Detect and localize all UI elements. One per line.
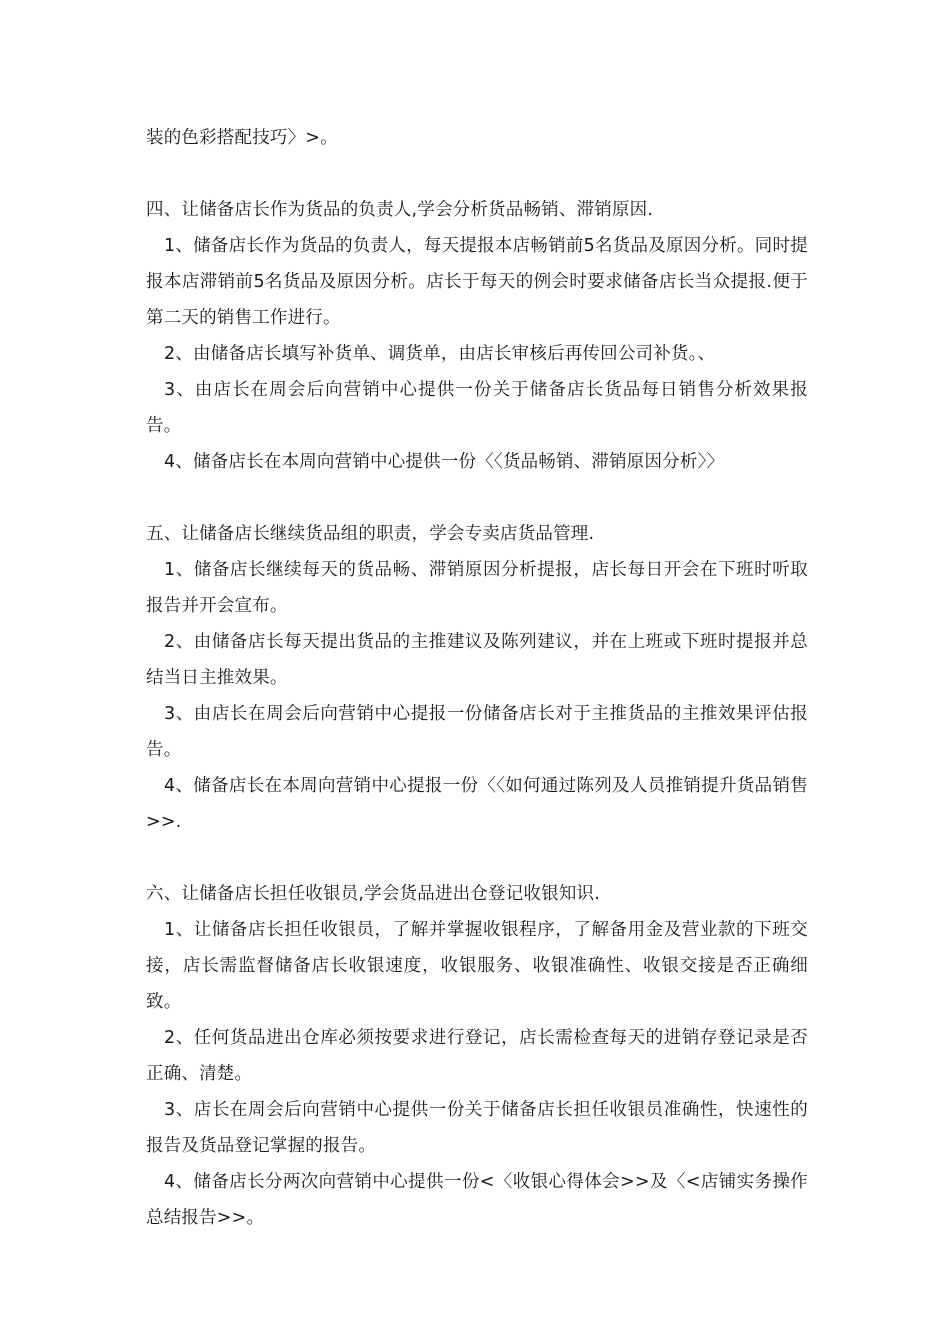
section-heading: 五、让储备店长继续货品组的职责，学会专卖店货品管理. xyxy=(146,524,595,544)
list-item: 3、由店长在周会后向营销中心提供一份关于储备店长货品每日销售分析效果报告。 xyxy=(146,380,808,436)
document-body xyxy=(146,120,808,1236)
section-heading: 六、让储备店长担任收银员,学会货品进出仓登记收银知识. xyxy=(146,884,601,904)
list-item: 4、储备店长分两次向营销中心提供一份<〈收银心得体会>>及〈<店铺实务操作总结报告>>。 xyxy=(146,1172,808,1228)
list-item: 1、储备店长作为货品的负责人，每天提报本店畅销前5名货品及原因分析。同时提报本店滞销前5名货品及原因分析。店长于每天的例会时要求储备店长当众提报.便于第二天的销售工作进行。 xyxy=(146,236,808,328)
intro-fragment: 装的色彩搭配技巧〉>。 xyxy=(146,128,338,148)
section-5 xyxy=(146,516,808,840)
list-item: 3、店长在周会后向营销中心提供一份关于储备店长担任收银员准确性，快速性的报告及货品登记掌握的报告。 xyxy=(146,1100,808,1156)
list-item: 2、由储备店长每天提出货品的主推建议及陈列建议，并在上班或下班时提报并总结当日主推效果。 xyxy=(146,632,808,688)
section-6 xyxy=(146,876,808,1236)
list-item: 4、储备店长在本周向营销中心提报一份〈〈如何通过陈列及人员推销提升货品销售>>. xyxy=(146,776,808,832)
list-item: 3、由店长在周会后向营销中心提报一份储备店长对于主推货品的主推效果评估报告。 xyxy=(146,704,808,760)
section-heading: 四、让储备店长作为货品的负责人,学会分析货品畅销、滞销原因. xyxy=(146,200,654,220)
section-4 xyxy=(146,192,808,480)
list-item: 2、任何货品进出仓库必须按要求进行登记，店长需检查每天的进销存登记录是否正确、清楚。 xyxy=(146,1028,808,1084)
list-item: 1、储备店长继续每天的货品畅、滞销原因分析提报，店长每日开会在下班时听取报告并开会宣布。 xyxy=(146,560,808,616)
list-item: 4、储备店长在本周向营销中心提供一份〈〈货品畅销、滞销原因分析〉〉 xyxy=(164,452,725,472)
list-item: 2、由储备店长填写补货单、调货单，由店长审核后再传回公司补货。、 xyxy=(164,344,716,364)
list-item: 1、让储备店长担任收银员，了解并掌握收银程序，了解备用金及营业款的下班交接，店长需监督储备店长收银速度，收银服务、收银准确性、收银交接是否正确细致。 xyxy=(146,920,808,1012)
